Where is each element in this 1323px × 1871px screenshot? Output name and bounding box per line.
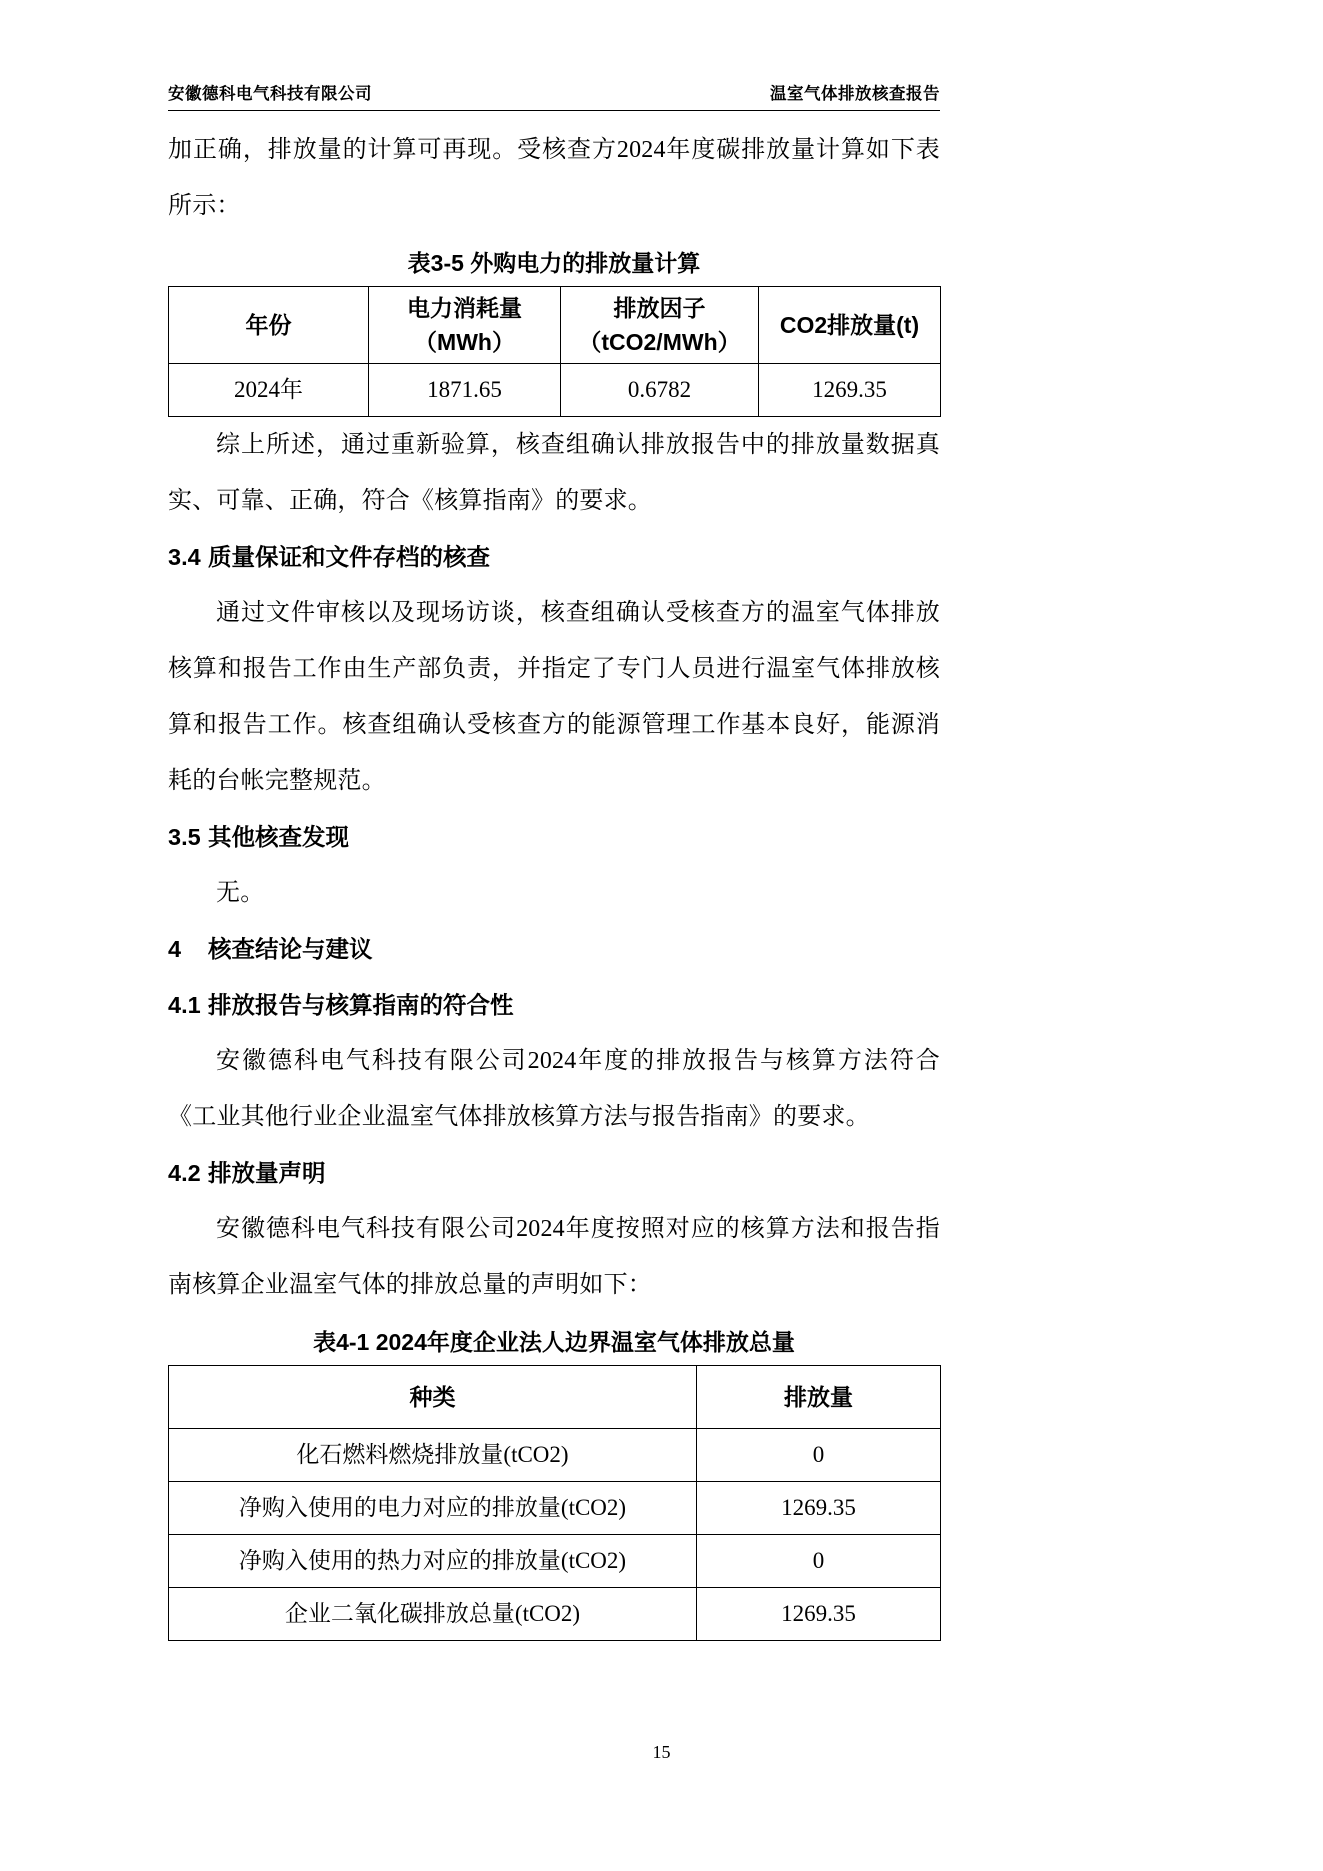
heading-4-number: 4 xyxy=(168,936,182,962)
paragraph-1: 加正确，排放量的计算可再现。受核查方2024年度碳排放量计算如下表所示： xyxy=(168,137,940,219)
table-3-5 xyxy=(168,286,941,417)
table41-r0c1: 0 xyxy=(697,1429,941,1482)
table-row xyxy=(169,1482,941,1535)
table35-r0c0: 2024年 xyxy=(169,364,369,417)
heading-3-4-number: 3.4 xyxy=(168,544,201,570)
table41-r1c1: 1269.35 xyxy=(697,1482,941,1535)
table41-r3c0: 企业二氧化碳排放总量(tCO2) xyxy=(169,1588,697,1641)
table41-r3c1: 1269.35 xyxy=(697,1588,941,1641)
page-number: 15 xyxy=(652,1742,671,1762)
heading-4 xyxy=(168,921,940,977)
table-row-header xyxy=(169,287,941,364)
table41-r2c0: 净购入使用的热力对应的排放量(tCO2) xyxy=(169,1535,697,1588)
header-right-title: 温室气体排放核查报告 xyxy=(770,85,940,103)
table-row xyxy=(169,1429,941,1482)
table35-header-1: 电力消耗量（MWh） xyxy=(369,287,561,364)
table41-r2c1: 0 xyxy=(697,1535,941,1588)
header-left-company: 安徽德科电气科技有限公司 xyxy=(168,85,372,103)
heading-4-2-text: 排放量声明 xyxy=(208,1160,326,1186)
table35-header-2: 排放因子（tCO2/MWh） xyxy=(561,287,759,364)
header-divider xyxy=(168,110,940,111)
paragraph-2: 综上所述，通过重新验算，核查组确认排放报告中的排放量数据真实、可靠、正确，符合《核算指南》的要求。 xyxy=(168,432,940,514)
table35-r0c3: 1269.35 xyxy=(759,364,941,417)
table-4-1 xyxy=(168,1365,941,1641)
heading-3-5 xyxy=(168,809,940,865)
table-row xyxy=(169,1588,941,1641)
heading-4-1 xyxy=(168,977,940,1033)
table41-header-1: 排放量 xyxy=(697,1366,941,1429)
table-row xyxy=(169,364,941,417)
heading-4-text: 核查结论与建议 xyxy=(208,936,373,962)
heading-3-4 xyxy=(168,529,940,585)
table41-r0c0: 化石燃料燃烧排放量(tCO2) xyxy=(169,1429,697,1482)
heading-4-1-text: 排放报告与核算指南的符合性 xyxy=(208,992,514,1018)
table35-header-3: CO2排放量(t) xyxy=(759,287,941,364)
heading-3-4-text: 质量保证和文件存档的核查 xyxy=(208,544,490,570)
paragraph-5: 安徽德科电气科技有限公司2024年度的排放报告与核算方法符合《工业其他行业企业温室气体排放核算方法与报告指南》的要求。 xyxy=(168,1048,940,1130)
table41-caption: 表4-1 2024年度企业法人边界温室气体排放总量 xyxy=(313,1329,795,1355)
table35-caption: 表3-5 外购电力的排放量计算 xyxy=(407,250,701,276)
table-row-header xyxy=(169,1366,941,1429)
paragraph-3: 通过文件审核以及现场访谈，核查组确认受核查方的温室气体排放核算和报告工作由生产部负责，并指定了专门人员进行温室气体排放核算和报告工作。核查组确认受核查方的能源管理工作基本良好，能源消耗的台帐完整规范。 xyxy=(168,600,940,794)
table35-r0c2: 0.6782 xyxy=(561,364,759,417)
heading-4-2-number: 4.2 xyxy=(168,1160,201,1186)
table35-header-0: 年份 xyxy=(169,287,369,364)
heading-4-2 xyxy=(168,1145,940,1201)
page-header xyxy=(168,80,940,104)
table35-r0c1: 1871.65 xyxy=(369,364,561,417)
table41-r1c0: 净购入使用的电力对应的排放量(tCO2) xyxy=(169,1482,697,1535)
paragraph-4: 无。 xyxy=(216,880,265,906)
table-row xyxy=(169,1535,941,1588)
heading-3-5-text: 其他核查发现 xyxy=(208,824,349,850)
heading-3-5-number: 3.5 xyxy=(168,824,201,850)
table41-header-0: 种类 xyxy=(169,1366,697,1429)
document-body xyxy=(168,122,940,1641)
heading-4-1-number: 4.1 xyxy=(168,992,201,1018)
paragraph-6: 安徽德科电气科技有限公司2024年度按照对应的核算方法和报告指南核算企业温室气体的排放总量的声明如下： xyxy=(168,1216,940,1298)
